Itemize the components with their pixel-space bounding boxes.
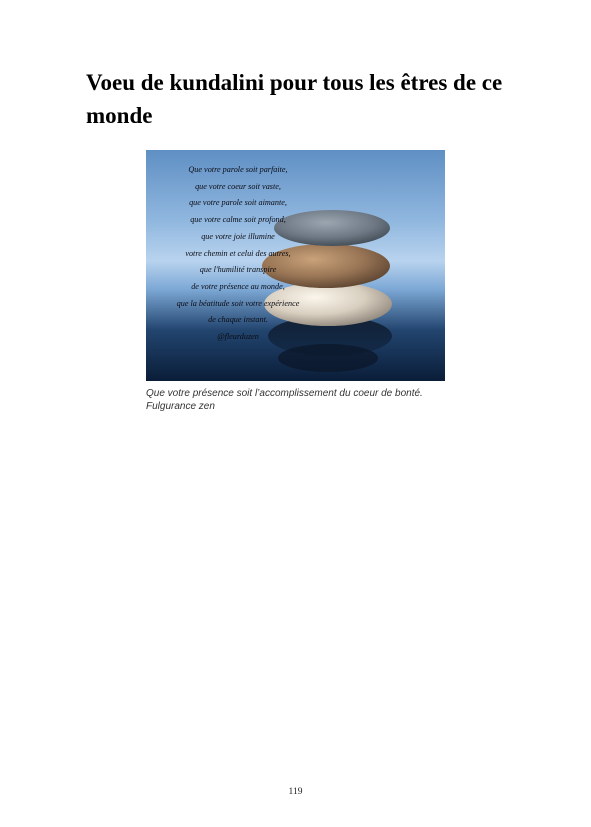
poem-line: que la béatitude soit votre expérience (176, 298, 300, 308)
stone-reflection-lower (278, 344, 378, 372)
zen-stones-image (146, 150, 445, 381)
poem-line: que votre parole soit aimante, (189, 198, 287, 208)
poem-line: que l'humilité transpire (199, 265, 277, 275)
page-title: Voeu de kundalini pour tous les êtres de ce monde (86, 70, 503, 128)
poem-line: de votre présence au monde, (191, 281, 285, 291)
poem-line: Que votre parole soit parfaite, (188, 165, 288, 174)
poem-line: que votre joie illumine (201, 231, 275, 241)
figure-caption: Que votre présence soit l’accomplissement du coeur de bonté. Fulgurance zen (146, 388, 423, 412)
page-number: 119 (288, 787, 303, 797)
poem-line: que votre calme soit profond, (190, 215, 286, 225)
poem-text (146, 162, 330, 346)
poem-line: que votre coeur soit vaste, (195, 181, 281, 191)
poem-line: votre chemin et celui des autres, (185, 248, 291, 258)
poem-line: de chaque instant. (208, 315, 268, 325)
poem-signature: @fleurduzen (217, 332, 259, 342)
